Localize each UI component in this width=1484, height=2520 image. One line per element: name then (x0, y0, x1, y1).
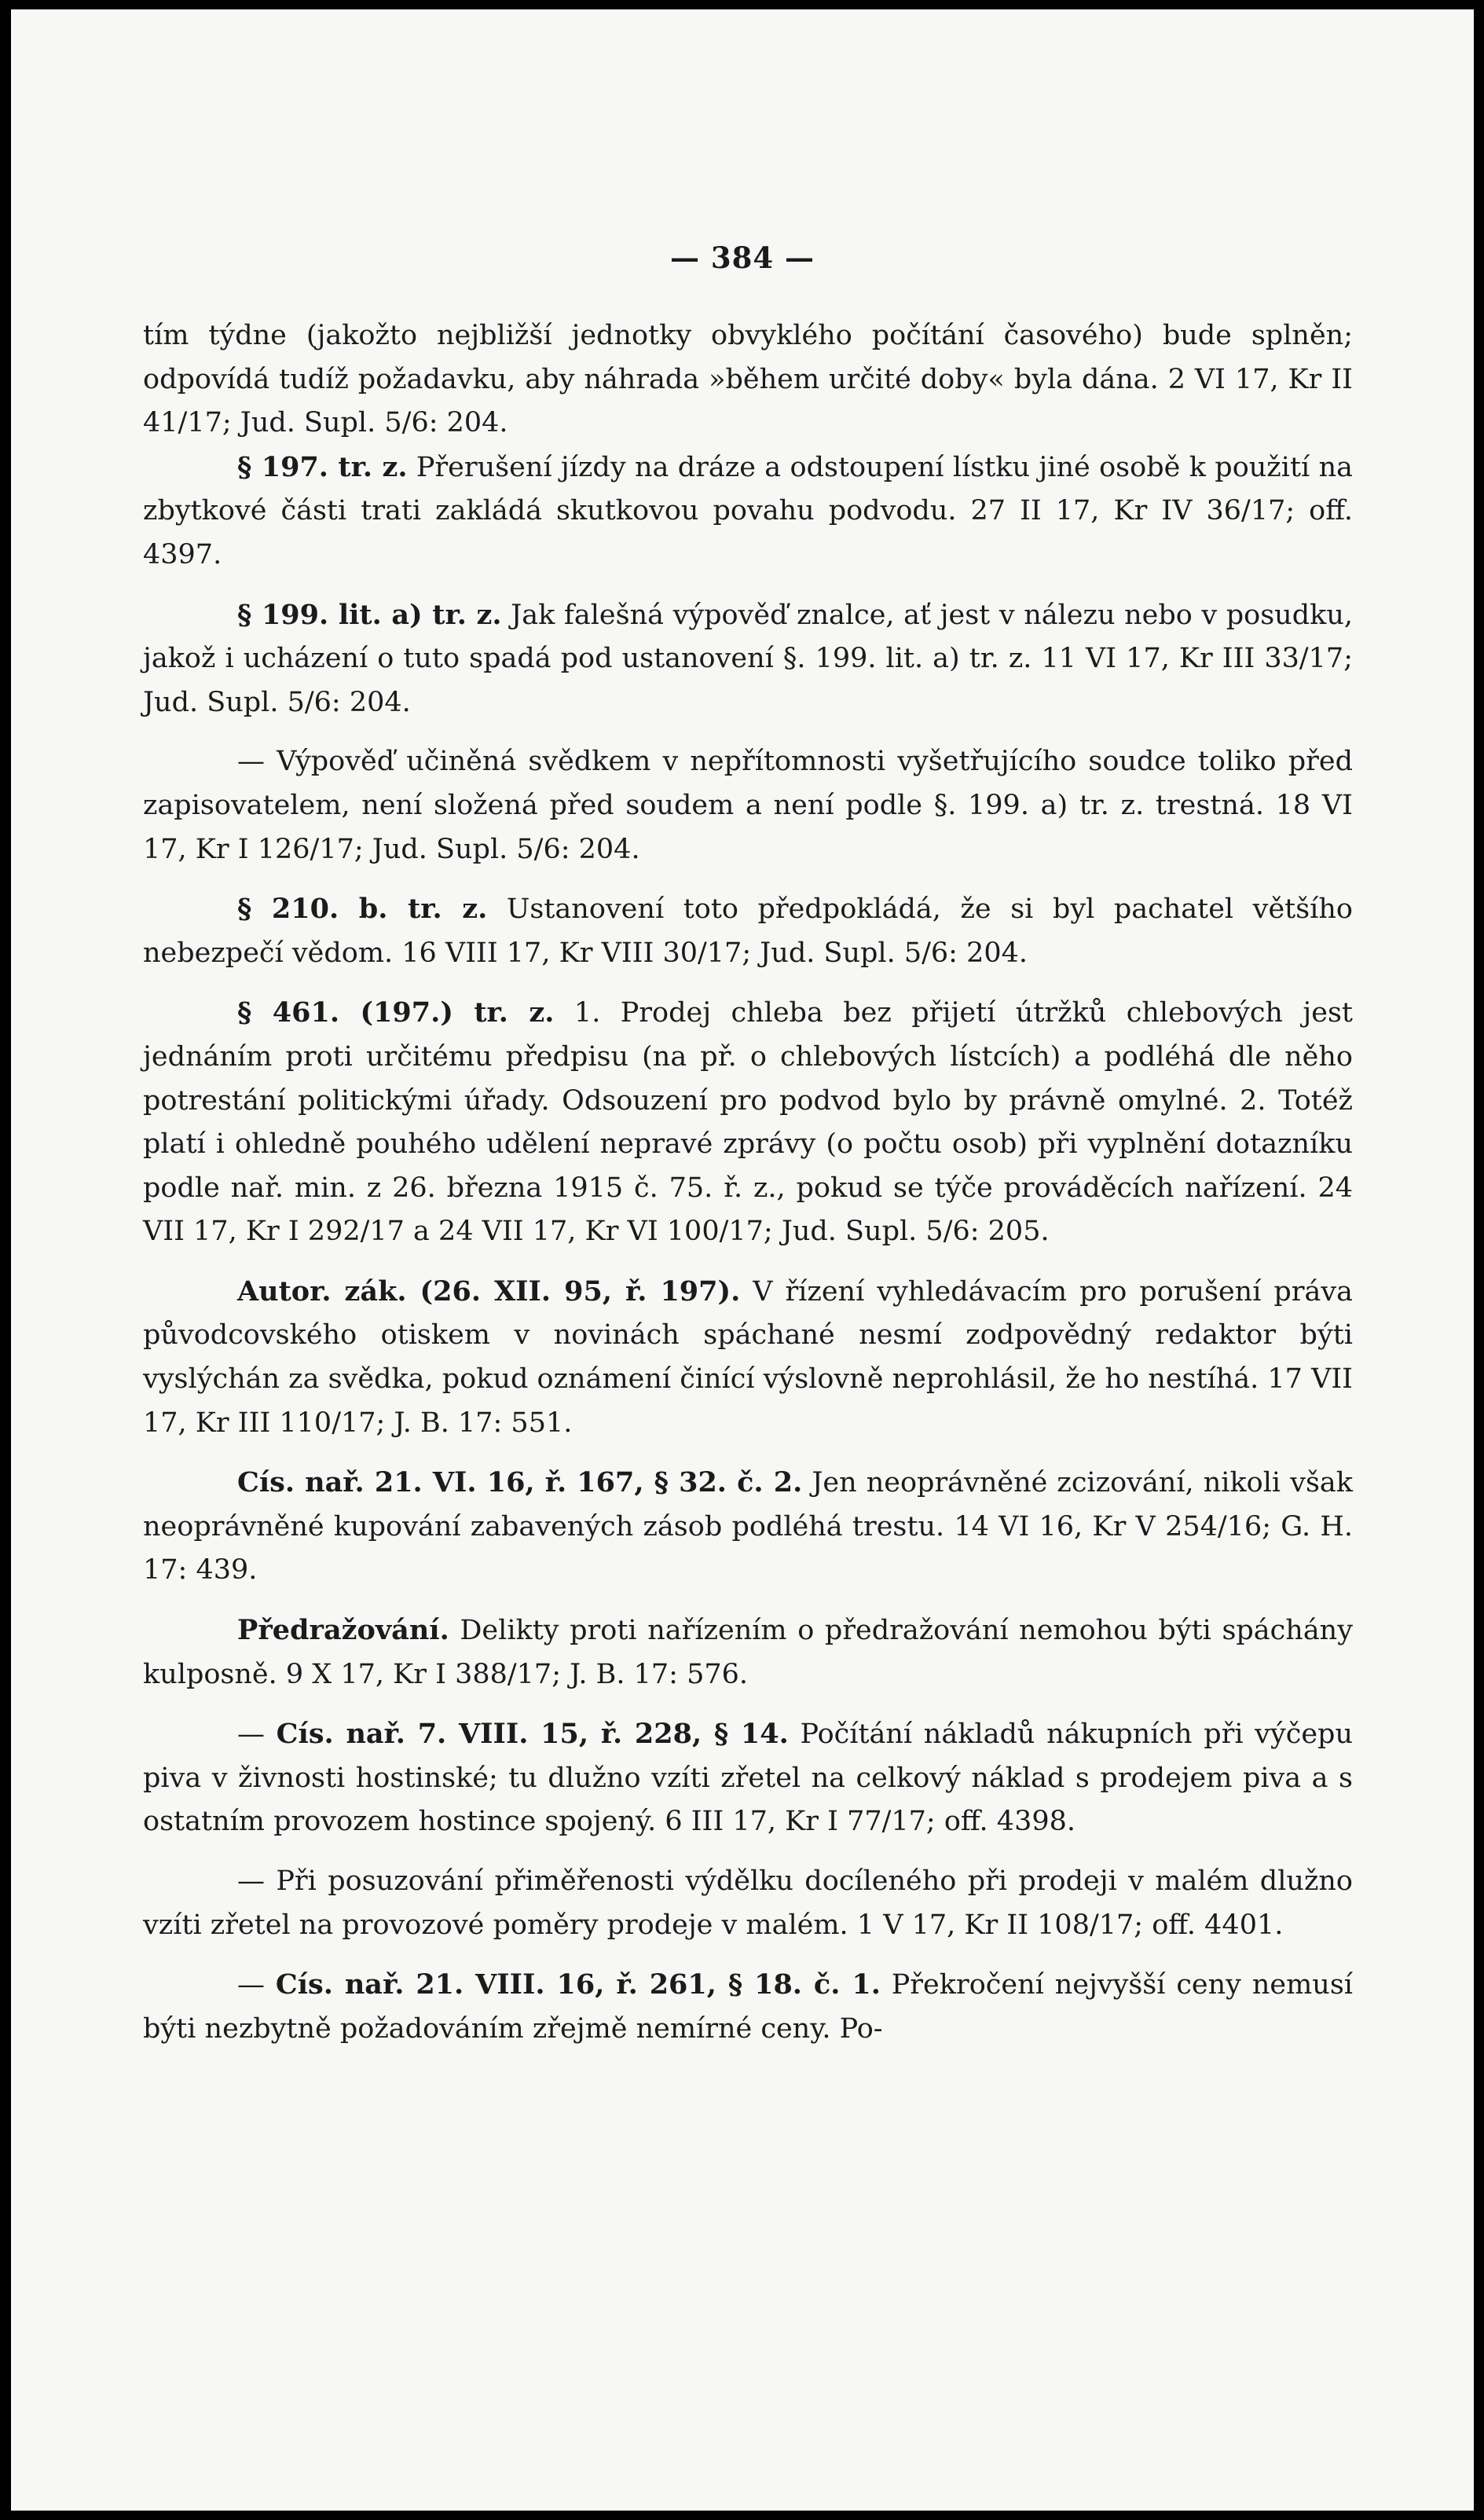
paragraph-text: Ustanovení toto předpokládá, že si byl pachatel většího nebezpečí vědom. 16 VIII 17, Kr VIII 30/17; Jud. Supl. 5/6: 204. (143, 893, 1353, 969)
page-body-text (143, 314, 1353, 2051)
paragraph-text: Překročení nejvyšší ceny nemusí býti nezbytně požadováním zřejmě nemírné ceny. Po- (143, 1969, 1353, 2045)
paragraph-p5 (143, 887, 1353, 975)
paragraph-p1 (143, 314, 1353, 446)
citation-heading: § 197. tr. z. (237, 450, 408, 483)
paragraph-text: Delikty proti nařízením o předražování nemohou býti spáchány kulposně. 9 X 17, Kr I 388/17; J. B. 17: 576. (143, 1615, 1353, 1690)
citation-heading: Cís. nař. 21. VI. 16, ř. 167, § 32. č. 2. (237, 1466, 803, 1499)
paragraph-text: Počítání nákladů nákupních při výčepu piva v živnosti hostinské; tu dlužno vzíti zřetel na celkový náklad s prodejem piva a s ostatním provozem hostince spojený. 6 III 17, Kr I 77/17; off. 4398. (143, 1719, 1353, 1838)
citation-heading: Předražování. (237, 1614, 449, 1647)
paragraph-text: — Výpověď učiněná svědkem v nepřítomnosti vyšetřujícího soudce toliko před zapisovatelem, není složená před soudem a není podle §. 199. a) tr. z. trestná. 18 VI 17, Kr I 126/17; Jud. Supl. 5/6: 204. (143, 746, 1353, 865)
paragraph-text: Jen neoprávněné zcizování, nikoli však neoprávněné kupování zabavených zásob podléhá trestu. 14 VI 16, Kr V 254/16; G. H. 17: 439. (143, 1467, 1353, 1586)
paragraph-p9 (143, 1608, 1353, 1697)
citation-heading: § 461. (197.) tr. z. (237, 996, 555, 1029)
citation-heading: § 199. lit. a) tr. z. (237, 598, 502, 631)
paragraph-p11 (143, 1860, 1353, 1947)
book-page (11, 9, 1474, 2511)
paragraph-text: Jak falešná výpověď znalce, ať jest v nálezu nebo v posudku, jakož i ucházení o tuto spadá pod ustanovení §. 199. lit. a) tr. z. 11 VI 17, Kr III 33/17; Jud. Supl. 5/6: 204. (143, 599, 1354, 718)
paragraph-text: Přerušení jízdy na dráze a odstoupení lístku jiné osobě k použití na zbytkové části trati zakládá skutkovou povahu podvodu. 27 II 17, Kr IV 36/17; off. 4397. (143, 451, 1353, 570)
page-number: — 384 — (670, 240, 815, 275)
paragraph-text: 1. Prodej chleba bez přijetí útržků chlebových jest jednáním proti určitému předpisu (na př. o chlebových lístcích) a podléhá dle něho potrestání politickými úřady. Odsouzení pro podvod bylo by právně omylné. 2. Totéž platí i ohledně pouhého udělení nepravé zprávy (o počtu osob) při vyplnění dotazníku podle nař. min. z 26. března 1915 č. 75. ř. z., pokud se týče prováděcích nařízení. 24 VII 17, Kr I 292/17 a 24 VII 17, Kr VI 100/17; Jud. Supl. 5/6: 205. (143, 997, 1353, 1248)
paragraph-p3 (143, 593, 1353, 725)
paragraph-p7 (143, 1270, 1353, 1445)
paragraph-p6 (143, 991, 1353, 1254)
paragraph-p4 (143, 740, 1353, 871)
paragraph-p12 (143, 1963, 1353, 2051)
paragraph-text: — (237, 1969, 276, 2001)
citation-heading: § 210. b. tr. z. (237, 893, 488, 926)
paragraph-p8 (143, 1461, 1353, 1593)
citation-heading: Autor. zák. (26. XII. 95, ř. 197). (237, 1275, 741, 1308)
paragraph-p10 (143, 1712, 1353, 1844)
paragraph-text: — Při posuzování přiměřenosti výdělku docíleného při prodeji v malém dlužno vzíti zřetel na provozové poměry prodeje v malém. 1 V 17, Kr II 108/17; off. 4401. (143, 1865, 1353, 1941)
citation-heading: Cís. nař. 7. VIII. 15, ř. 228, § 14. (276, 1718, 789, 1751)
paragraph-text: — (237, 1719, 277, 1751)
paragraph-p2 (143, 446, 1353, 578)
citation-heading: Cís. nař. 21. VIII. 16, ř. 261, § 18. č. 1. (275, 1968, 881, 2001)
paragraph-text: V řízení vyhledávacím pro porušení práva původcovského otiskem v novinách spáchané nesmí zodpovědný redaktor býti vyslýchán za svědka, pokud oznámení činící výslovně neprohlásil, že ho nestíhá. 17 VII 17, Kr III 110/17; J. B. 17: 551. (143, 1275, 1353, 1439)
paragraph-text: tím týdne (jakožto nejbližší jednotky obvyklého počítání časového) bude splněn; odpovídá tudíž požadavku, aby náhrada »během určité doby« byla dána. 2 VI 17, Kr II 41/17; Jud. Supl. 5/6: 204. (143, 320, 1353, 439)
